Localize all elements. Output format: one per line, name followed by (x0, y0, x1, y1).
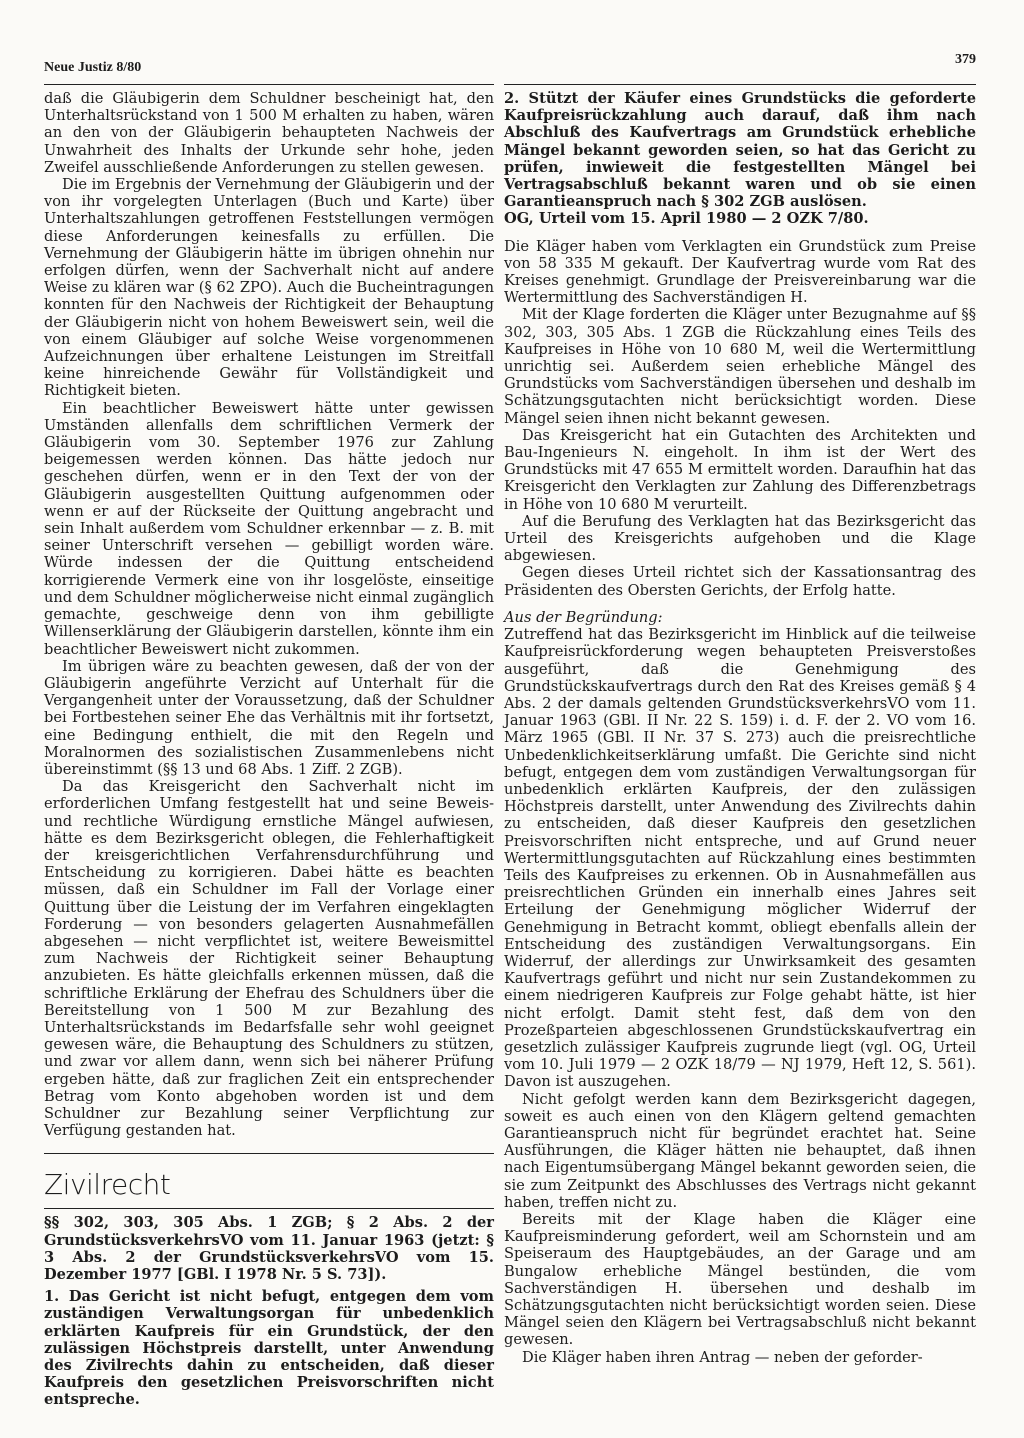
paragraph: Nicht gefolgt werden kann dem Bezirksgericht dagegen, soweit es auch einen von den Klägern geltend gemachten Garantieanspruch nicht für begründet erachtet hat. Seine Ausführungen, die Kläger hätten nie behauptet, daß ihnen nach Eigentumsübergang Mängel bekannt geworden seien, die sie zum Zeitpunkt des Abschlusses des Vertrags nicht gekannt haben, treffen nicht zu. (504, 1090, 976, 1211)
paragraph: daß die Gläubigerin dem Schuldner bescheinigt hat, den Unterhaltsrückstand von 1 500 M erhalten zu haben, wären an den von der Gläubigerin behaupteten Nachweis der Unwahrheit des Inhalts der Urkunde sehr hohe, jeden Zweifel ausschließende Anforderungen zu stellen gewesen. (44, 90, 494, 176)
page-number: 379 (955, 52, 976, 67)
paragraph: Im übrigen wäre zu beachten gewesen, daß der von der Gläubigerin angeführte Verzicht auf Unterhalt für die Vergangenheit unter der Voraussetzung, daß der Schuldner bei Fortbestehen seiner Ehe das Verhältnis mit ihr fortsetzt, eine Bedingung enthielt, die mit den Regeln und Moralnormen des sozialistischen Zusammenlebens nicht übereinstimmt (§§ 13 und 68 Abs. 1 Ziff. 2 ZGB). (44, 657, 494, 778)
right-column (504, 90, 976, 1366)
paragraph: Zutreffend hat das Bezirksgericht im Hinblick auf die teilweise Kaufpreisrückforderung wegen behaupteten Preisverstoßes ausgeführt, daß die Genehmigung des Grundstückskaufvertrags durch den Rat des Kreises gemäß § 4 Abs. 2 der damals geltenden GrundstücksverkehrsVO vom 11. Januar 1963 (GBl. II Nr. 22 S. 159) i. d. F. der 2. VO vom 16. März 1965 (GBl. II Nr. 37 S. 273) auch die preisrechtliche Unbedenklichkeitserklärung umfaßt. Die Gerichte sind nicht befugt, entgegen dem vom zuständigen Verwaltungsorgan für unbedenklich erklärten Kaufpreis, der den zulässigen Höchstpreis darstellt, unter Anwendung des Zivilrechts dahin zu entscheiden, daß dieser Kaufpreis den gesetzlichen Preisvorschriften nicht entspreche, und auf Grund neuer Wertermittlungsgutachten auf Rückzahlung eines bestimmten Teils des Kaufpreises zu erkennen. Ob in Ausnahmefällen aus preisrechtlichen Gründen ein innerhalb eines Jahres seit Erteilung der Genehmigung möglicher Widerruf der Genehmigung in Betracht kommt, obliegt ebenfalls allein der Entscheidung des zuständigen Verwaltungsorgans. Ein Widerruf, der allerdings zur Unwirksamkeit des gesamten Kaufvertrags geführt und nicht nur sein Zustandekommen zu einem niedrigeren Kaufpreis zur Folge gehabt hätte, ist hier nicht erfolgt. Damit steht fest, daß dem von den Prozeßparteien abgeschlossenen Grundstückskaufvertrag ein gesetzlich zulässiger Kaufpreis zugrunde liegt (vgl. OG, Urteil vom 10. Juli 1979 — 2 OZK 18/79 — NJ 1979, Heft 12, S. 561). Davon ist auszugehen. (504, 626, 976, 1091)
headnote-2: 2. Stützt der Käufer eines Grundstücks die geforderte Kaufpreisrückzahlung auch darauf, daß ihm nach Abschluß des Kaufvertrags am Grundstück erhebliche Mängel bekannt geworden seien, so hat das Gericht zu prüfen, inwieweit die festgestellten Mängel bei Vertragsabschluß bekannt waren und ob sie einen Garantieanspruch nach § 302 ZGB auslösen. (504, 90, 976, 211)
paragraph: Die Kläger haben ihren Antrag — neben der geforder- (522, 1348, 923, 1366)
left-column (44, 90, 494, 1409)
paragraph: Mit der Klage forderten die Kläger unter Bezugnahme auf §§ 302, 303, 305 Abs. 1 ZGB die Rückzahlung eines Teils des Kaufpreises in Höhe von 10 680 M, weil die Wertermittlung unrichtig sei. Außerdem seien erhebliche Mängel des Grundstücks vom Sachverständigen übersehen und deshalb im Schätzungsgutachten nicht berücksichtigt worden. Diese Mängel seien ihnen nicht bekannt gewesen. (504, 306, 976, 427)
paragraph: Ein beachtlicher Beweiswert hätte unter gewissen Umständen allenfalls dem schriftlichen Vermerk der Gläubigerin vom 30. September 1976 zur Zahlung beigemessen werden können. Das hätte jedoch nur geschehen dürfen, wenn er in den Text der von der Gläubigerin ausgestellten Quittung aufgenommen oder wenn er auf der Rückseite der Quittung angebracht und sein Inhalt außerdem vom Schuldner erkennbar — z. B. mit seiner Unterschrift versehen — gebilligt worden wäre. Würde indessen der die Quittung entscheidend korrigierende Vermerk eine von ihr losgelöste, einseitige und dem Schuldner möglicherweise nicht einmal zugänglich gemachte, geschweige denn von ihm gebilligte Willenserklärung der Gläubigerin darstellen, könnte ihm ein beachtlicher Beweiswert nicht zukommen. (44, 399, 494, 658)
reasons-heading: Aus der Begründung: (504, 608, 663, 626)
paragraph: Auf die Berufung des Verklagten hat das Bezirksgericht das Urteil des Kreisgerichts aufgehoben und die Klage abgewiesen. (504, 512, 976, 565)
paragraph: Bereits mit der Klage haben die Kläger eine Kaufpreisminderung gefordert, weil am Schornstein und am Speiseraum des Hauptgebäudes, an der Garage und am Bungalow erhebliche Mängel bestünden, die vom Sachverständigen H. übersehen und deshalb im Schätzungsgutachten nicht berücksichtigt worden seien. Diese Mängel seien den Klägern bei Vertragsabschluß nicht bekannt gewesen. (504, 1211, 976, 1349)
paragraph: Die Kläger haben vom Verklagten ein Grundstück zum Preise von 58 335 M gekauft. Der Kaufvertrag wurde vom Rat des Kreises genehmigt. Grundlage der Preisvereinbarung war die Wertermittlung des Sachverständigen H. (504, 237, 976, 307)
paragraph: Das Kreisgericht hat ein Gutachten des Architekten und Bau-Ingenieurs N. eingeholt. In ihm ist der Wert des Grundstücks mit 47 655 M ermittelt worden. Daraufhin hat das Kreisgericht den Verklagten zur Zahlung des Differenzbetrags in Höhe von 10 680 M verurteilt. (504, 426, 976, 513)
section-rule (44, 1153, 494, 1154)
legal-norms: §§ 302, 303, 305 Abs. 1 ZGB; § 2 Abs. 2 der GrundstücksverkehrsVO vom 11. Januar 1963 (jetzt: § 3 Abs. 2 der GrundstücksverkehrsVO vom 15. Dezember 1977 [GBl. I 1978 Nr. 5 S. 73]). (44, 1214, 494, 1283)
page-header (44, 52, 976, 86)
court-citation: OG, Urteil vom 15. April 1980 — 2 OZK 7/80. (504, 210, 869, 228)
paragraph: Die im Ergebnis der Vernehmung der Gläubigerin und der von ihr vorgelegten Unterlagen (Buch und Karte) über Unterhaltszahlungen getroffenen Feststellungen vermögen diese Anforderungen keinesfalls zu erfüllen. Die Vernehmung der Gläubigerin hätte im übrigen ohnehin nur erfolgen dürfen, wenn der Sachverhalt nicht auf andere Weise zu klären war (§ 62 ZPO). Auch die Bucheintragungen konnten für den Nachweis der Richtigkeit der Behauptung der Gläubigerin nicht von hohem Beweiswert sein, weil die von einem Gläubiger auf solche Weise vorgenommenen Aufzeichnungen über erhaltene Leistungen im Streitfall keine hinreichende Gewähr für Vollständigkeit und Richtigkeit bieten. (44, 176, 494, 400)
headnote-1: 1. Das Gericht ist nicht befugt, entgegen dem vom zuständigen Verwaltungsorgan für unbedenklich erklärten Kaufpreis für ein Grundstück, der den zulässigen Höchstpreis darstellt, unter Anwendung des Zivilrechts dahin zu entscheiden, daß dieser Kaufpreis den gesetzlichen Preisvorschriften nicht entspreche. (44, 1288, 494, 1409)
header-rule-left (44, 84, 494, 85)
paragraph: Gegen dieses Urteil richtet sich der Kassationsantrag des Präsidenten des Obersten Gerichts, der Erfolg hatte. (504, 564, 976, 599)
section-title: Zivilrecht (44, 1168, 171, 1202)
journal-title: Neue Justiz 8/80 (44, 60, 142, 75)
paragraph: Da das Kreisgericht den Sachverhalt nicht im erforderlichen Umfang festgestellt hat und seine Beweis- und rechtliche Würdigung ernstliche Mängel aufwiesen, hätte es dem Bezirksgericht oblegen, die Fehlerhaftigkeit der kreisgerichtlichen Verfahrensdurchführung und Entscheidung zu korrigieren. Dabei hätte es beachten müssen, daß ein Schuldner im Fall der Vorlage einer Quittung über die Leistung der im Verfahren eingeklagten Forderung — von besonders gelagerten Ausnahmefällen abgesehen — nicht verpflichtet ist, weitere Beweismittel zum Nachweis der Richtigkeit seiner Behauptung anzubieten. Es hätte gleichfalls erkennen müssen, daß die schriftliche Erklärung der Ehefrau des Schuldners über die Bereitstellung von 1 500 M zur Bezahlung des Unterhaltsrückstands im Bedarfsfalle sehr wohl geeignet gewesen wäre, die Behauptung des Schuldners zu stützen, und zwar vor allem dann, wenn sich bei näherer Prüfung ergeben hätte, daß zur fraglichen Zeit ein entsprechender Betrag vom Konto abgehoben worden ist und dem Schuldner zur Bezahlung seiner Verpflichtung zur Verfügung gestanden hat. (44, 778, 494, 1140)
header-rule-right (504, 84, 976, 85)
